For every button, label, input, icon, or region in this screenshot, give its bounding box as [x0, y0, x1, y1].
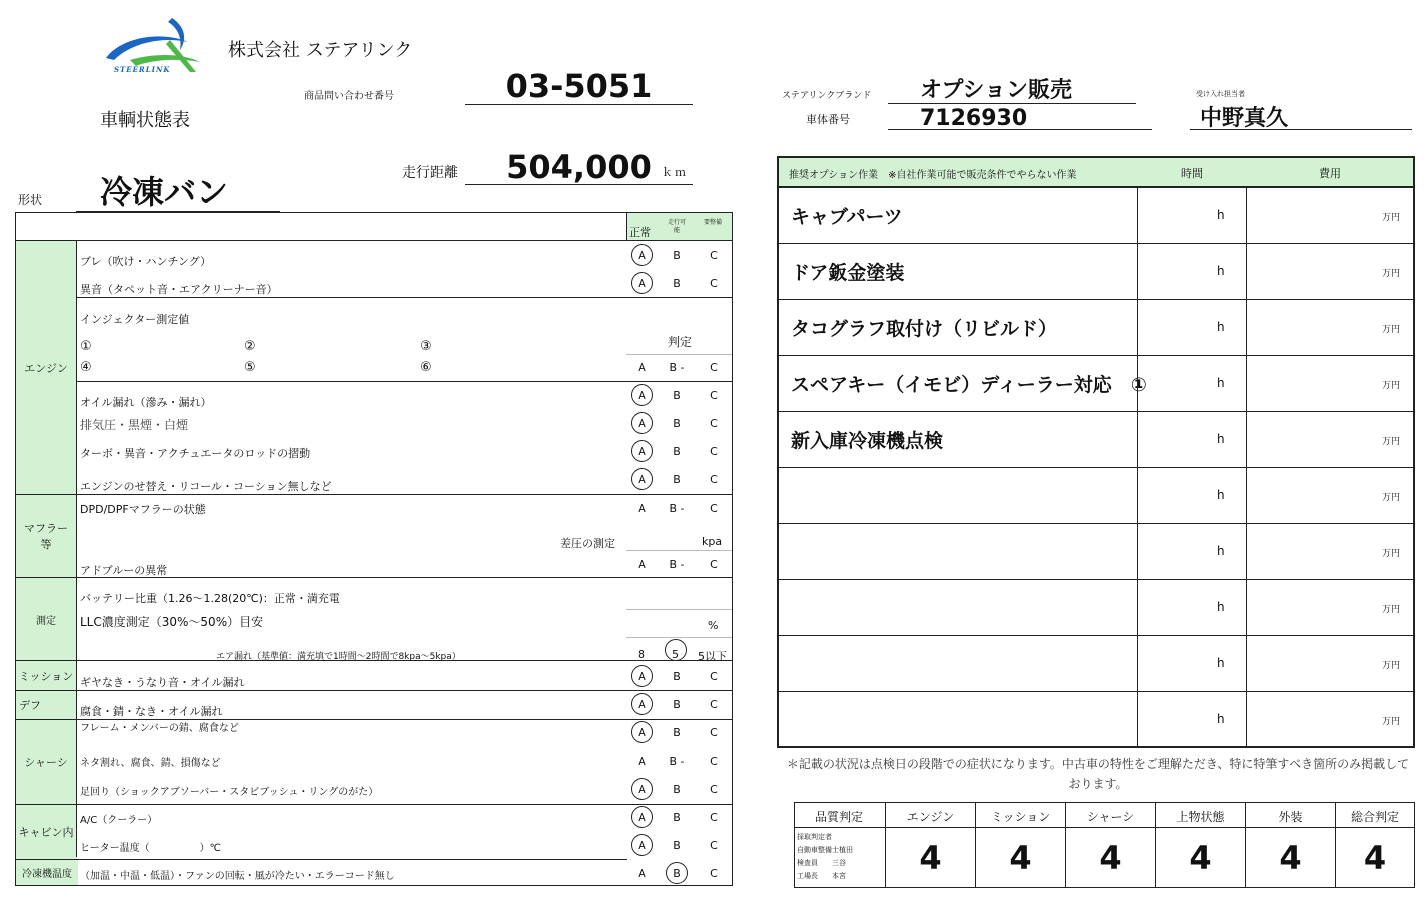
option-row — [779, 580, 1413, 636]
grey-line — [626, 637, 732, 638]
mechanic-name: 自動車整備士植田 — [797, 846, 853, 854]
chassis-label: 車体番号 — [806, 113, 850, 126]
item-noise: 異音（タペット音・エアクリーナー音） — [80, 283, 278, 296]
grey-line — [626, 550, 732, 551]
option-name: スペアキー（イモビ）ディーラー対応 ① — [791, 374, 1147, 396]
company-name: 株式会社 ステアリンク — [228, 40, 413, 61]
option-hours-unit: h — [1217, 488, 1225, 502]
rating-a: A — [638, 670, 646, 683]
selected-circle — [666, 862, 688, 884]
rating-c: C — [710, 361, 718, 374]
grade-column — [1245, 803, 1335, 887]
option-hours-unit: h — [1217, 432, 1225, 446]
option-row — [779, 692, 1413, 748]
injector-5: ⑤ — [244, 360, 256, 375]
option-row — [779, 188, 1413, 244]
quality-grade-table — [794, 802, 1415, 888]
rating-a: A — [638, 277, 646, 290]
selected-circle — [631, 272, 653, 294]
option-hours-unit: h — [1217, 544, 1225, 558]
mileage-label: 走行距離 — [402, 165, 458, 181]
mileage-value: 504,000 — [465, 148, 693, 185]
item-llc: LLC濃度測定（30%～50%）目安 — [80, 615, 264, 629]
item-oil: オイル漏れ（滲み・漏れ） — [80, 396, 212, 409]
selected-circle — [631, 665, 653, 687]
item-reefer: （加温・中温・低温）・ファンの回転・風が冷たい・エラーコード無し — [80, 871, 395, 882]
option-cost-unit: 万円 — [1382, 661, 1401, 671]
rating-a: A — [638, 445, 646, 458]
selected-circle — [631, 693, 653, 715]
receiver-value: 中野真久 — [1190, 104, 1412, 130]
category-chassis: シャーシ — [16, 720, 76, 804]
vehicle-condition-table — [15, 212, 733, 886]
rating-c: C — [710, 473, 718, 486]
option-cost-unit: 万円 — [1382, 325, 1401, 335]
header-time: 時間 — [1181, 167, 1203, 180]
option-row — [779, 356, 1413, 412]
rating-a: A — [638, 249, 646, 262]
option-hours-unit: h — [1217, 376, 1225, 390]
item-air-leak: エア漏れ（基準値：満充填で1時間～2時間で8kpa～5kpa） — [216, 652, 461, 662]
item-ac: A/C（クーラー） — [80, 815, 158, 826]
item-blur: ブレ（吹け・ハンチング） — [80, 255, 212, 268]
selected-circle — [631, 721, 653, 743]
line-3 — [16, 494, 732, 495]
rating-b: B — [673, 726, 681, 739]
grade-label-divider — [795, 827, 885, 828]
category-muffler: マフラー等 — [16, 495, 76, 577]
col-drivable: 走行可能 — [667, 219, 686, 234]
option-name: 新入庫冷凍機点検 — [791, 430, 944, 452]
grade-label: 総合判定 — [1350, 810, 1399, 824]
selected-circle — [631, 244, 653, 266]
injector-6: ⑥ — [420, 360, 432, 375]
shape-label: 形状 — [18, 193, 43, 207]
grade-column — [1155, 803, 1245, 887]
option-hours-unit: h — [1217, 600, 1225, 614]
kpa-unit: kpa — [702, 535, 723, 548]
selected-circle — [665, 639, 687, 661]
company-logo — [100, 10, 210, 76]
rating-a: A — [638, 389, 646, 402]
grade-label: ミッション — [990, 810, 1051, 824]
item-heater: ヒーター温度（ ）℃ — [80, 843, 221, 854]
percent-unit: % — [708, 619, 719, 632]
rating-c: C — [710, 698, 718, 711]
category-reefer: 冷凍機温度 — [16, 860, 78, 885]
injector-4: ④ — [80, 360, 92, 375]
status-header — [626, 213, 732, 240]
category-cabin: キャビン内 — [16, 805, 76, 859]
col-normal: 正常 — [629, 226, 651, 239]
rating-c: C — [710, 445, 718, 458]
grade-label: シャーシ — [1086, 810, 1135, 824]
option-cost-unit: 万円 — [1382, 437, 1401, 447]
option-cost-unit: 万円 — [1382, 549, 1401, 559]
col-divider-cost — [1246, 188, 1247, 746]
rating-b: B — [673, 389, 681, 402]
rating-b: B — [673, 867, 681, 880]
rating-a: A — [638, 867, 646, 880]
grade-label: 外装 — [1278, 810, 1303, 824]
air-5-or-less: 5以下 — [698, 650, 727, 663]
option-cost-unit: 万円 — [1382, 269, 1401, 279]
rating-a: A — [638, 839, 646, 852]
rating-a: A — [638, 726, 646, 739]
option-hours-unit: h — [1217, 208, 1225, 222]
rating-c: C — [710, 249, 718, 262]
grade-column — [975, 803, 1065, 887]
disclaimer-note: ＊記載の状況は点検日の段階での症状になります。中古車の特性をご理解ただき、特に特筆すべき箇所のみ掲載しております。 — [786, 757, 1410, 791]
grade-value: 4 — [919, 839, 942, 877]
rating-b: B — [673, 698, 681, 711]
option-name: キャブパーツ — [791, 206, 903, 228]
category-mission: ミッション — [16, 661, 76, 690]
option-cost-unit: 万円 — [1382, 381, 1401, 391]
category-divider — [76, 241, 77, 857]
option-row — [779, 412, 1413, 468]
rating-b: B - — [669, 502, 685, 515]
selected-circle — [631, 806, 653, 828]
rating-c: C — [710, 726, 718, 739]
item-diff-pressure: 差圧の測定 — [560, 537, 615, 550]
col-divider-time — [1137, 188, 1138, 746]
option-cost-unit: 万円 — [1382, 213, 1401, 223]
option-hours-unit: h — [1217, 320, 1225, 334]
rating-b: B — [673, 839, 681, 852]
option-row — [779, 300, 1413, 356]
option-row — [779, 468, 1413, 524]
header-cost: 費用 — [1319, 167, 1341, 180]
option-name: タコグラフ取付け（リビルド） — [791, 318, 1058, 340]
option-hours-unit: h — [1217, 712, 1225, 726]
rating-b: B — [673, 811, 681, 824]
item-suspension: 足回り（ショックアブソーバー・スタビブッシュ・リングのがた） — [80, 787, 379, 798]
grade-value: 4 — [1099, 839, 1122, 877]
inspector-name: 検査員 三谷 — [797, 859, 846, 867]
injector-2: ② — [244, 339, 256, 354]
rating-a: A — [638, 558, 646, 571]
logo-text: STEERLINK — [114, 65, 171, 74]
brand-value: オプション販売 — [888, 76, 1136, 104]
grade-label: エンジン — [906, 810, 955, 824]
option-row — [779, 524, 1413, 580]
rating-b: B — [673, 277, 681, 290]
rating-c: C — [710, 558, 718, 571]
grade-column — [885, 803, 975, 887]
line-8 — [16, 804, 732, 805]
item-diff: 腐食・錆・なき・オイル漏れ — [80, 705, 223, 718]
rating-b: B — [673, 783, 681, 796]
rating-c: C — [710, 502, 718, 515]
item-battery: バッテリー比重（1.26～1.28(20℃)：正常・満充電 — [80, 592, 340, 605]
rating-c: C — [710, 839, 718, 852]
selected-circle — [631, 834, 653, 856]
item-dpd: DPD/DPFマフラーの状態 — [80, 503, 206, 516]
item-turbo: ターボ・異音・アクチュエータのロッドの摺動 — [80, 447, 311, 460]
rating-b: B — [673, 417, 681, 430]
option-hours-unit: h — [1217, 656, 1225, 670]
category-diff: デフ — [16, 691, 76, 719]
rating-a: A — [638, 417, 646, 430]
judge-label: 判定 — [668, 335, 693, 349]
option-row — [779, 244, 1413, 300]
injector-1: ① — [80, 339, 92, 354]
item-mission: ギヤなき・うなり音・オイル漏れ — [80, 676, 245, 689]
line-head — [16, 240, 732, 241]
recommended-options-table — [777, 156, 1415, 748]
grade-value: 4 — [1189, 839, 1212, 877]
rating-a: A — [638, 473, 646, 486]
air-5: 5 — [672, 648, 679, 661]
rating-c: C — [710, 417, 718, 430]
rating-b: B — [673, 249, 681, 262]
item-exhaust: 排気圧・黒煙・白煙 — [80, 418, 189, 432]
selected-circle — [631, 412, 653, 434]
brand-label: ステアリンクブランド — [782, 91, 872, 101]
grade-value: 4 — [1363, 839, 1387, 877]
option-cost-unit: 万円 — [1382, 605, 1401, 615]
mileage-unit: ｋｍ — [662, 166, 688, 179]
header-work: 推奨オプション作業 ※自社作業可能で販売条件でやらない作業 — [789, 170, 1077, 181]
inquiry-number: 03-5051 — [465, 68, 693, 105]
rating-b: B - — [669, 361, 685, 374]
options-rows — [779, 188, 1413, 746]
shape-value: 冷凍バン — [76, 170, 280, 212]
selected-circle — [631, 778, 653, 800]
air-8: 8 — [638, 648, 645, 661]
rating-a: A — [638, 811, 646, 824]
line-9 — [16, 859, 627, 860]
rating-a: A — [638, 783, 646, 796]
option-name: ドア鈑金塗装 — [791, 262, 905, 284]
rating-c: C — [710, 389, 718, 402]
option-cost-unit: 万円 — [1382, 717, 1401, 727]
category-engine: エンジン — [16, 241, 76, 494]
injector-3: ③ — [420, 339, 432, 354]
rating-b: B - — [669, 755, 685, 768]
grey-line — [626, 609, 732, 610]
line-6 — [16, 690, 732, 691]
rating-c: C — [710, 670, 718, 683]
selected-circle — [631, 440, 653, 462]
rating-c: C — [710, 811, 718, 824]
grey-line — [626, 354, 732, 355]
grade-column — [1335, 803, 1414, 887]
item-swap: エンジンのせ替え・リコール・コーション無しなど — [80, 480, 332, 493]
rating-c: C — [710, 277, 718, 290]
options-header — [779, 158, 1413, 188]
option-row — [779, 636, 1413, 692]
rating-b: B — [673, 445, 681, 458]
rating-b: B — [673, 670, 681, 683]
inquiry-label: 商品問い合わせ番号 — [304, 91, 394, 102]
quality-label: 品質判定 — [815, 810, 864, 824]
chassis-value: 7126930 — [888, 106, 1152, 130]
rating-c: C — [710, 867, 718, 880]
grade-value: 4 — [1009, 839, 1032, 877]
receiver-label: 受け入れ担当者 — [1196, 90, 1245, 98]
category-measure: 測定 — [16, 578, 76, 660]
rating-b: B — [673, 473, 681, 486]
selected-circle — [631, 384, 653, 406]
line-2 — [76, 381, 732, 382]
option-hours-unit: h — [1217, 264, 1225, 278]
item-neta: ネタ割れ、腐食、錆、損傷など — [80, 758, 221, 769]
rating-a: A — [638, 502, 646, 515]
grade-column — [1065, 803, 1155, 887]
item-adblue: アドブルーの異常 — [80, 564, 168, 577]
rating-c: C — [710, 755, 718, 768]
grade-label: 上物状態 — [1176, 810, 1225, 824]
rating-b: B - — [669, 558, 685, 571]
item-injector: インジェクター測定値 — [80, 313, 190, 326]
rating-c: C — [710, 783, 718, 796]
grade-value: 4 — [1279, 839, 1302, 877]
inspector-label: 採取判定者 — [797, 833, 832, 841]
line-1 — [76, 297, 732, 298]
grade-header-divider — [885, 827, 1414, 828]
selected-circle — [631, 468, 653, 490]
item-frame: フレーム・メンバーの錆、腐食など — [80, 723, 239, 734]
rating-a: A — [638, 361, 646, 374]
rating-a: A — [638, 698, 646, 711]
doc-title: 車輌状態表 — [100, 110, 190, 131]
col-maintenance: 要整備 — [703, 219, 722, 226]
option-cost-unit: 万円 — [1382, 493, 1401, 503]
rating-a: A — [638, 755, 646, 768]
factory-manager: 工場長 本宮 — [797, 872, 846, 880]
